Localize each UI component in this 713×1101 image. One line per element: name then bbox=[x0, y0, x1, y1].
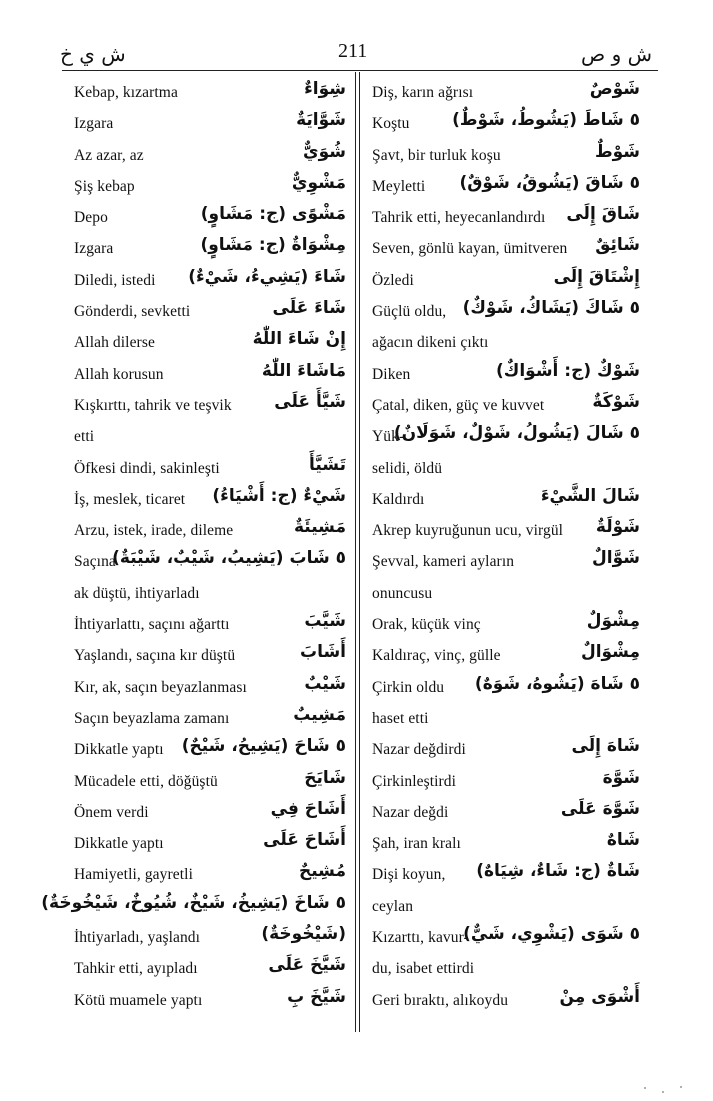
arabic-headword: أَشْوَى مِنْ bbox=[559, 986, 640, 1007]
turkish-definition: Kötü muamele yaptı bbox=[74, 991, 203, 1009]
turkish-definition: Kışkırttı, tahrik ve teşvik bbox=[74, 396, 232, 414]
turkish-definition: Nazar değdirdi bbox=[372, 741, 466, 759]
dictionary-entry bbox=[74, 234, 346, 265]
arabic-headword: شَيْءٌ (ج: أَشْيَاءُ) bbox=[212, 485, 346, 506]
page-number: 211 bbox=[338, 40, 368, 62]
turkish-definition: Depo bbox=[74, 209, 108, 227]
dictionary-entry bbox=[74, 735, 346, 766]
dictionary-entry bbox=[74, 704, 346, 735]
turkish-definition: Kaldırdı bbox=[372, 490, 425, 508]
turkish-definition: Önem verdi bbox=[74, 803, 149, 821]
arabic-headword: مَشِيبٌ bbox=[293, 704, 346, 725]
arabic-headword: شَوْصٌ bbox=[589, 79, 640, 99]
dictionary-entry bbox=[74, 203, 346, 234]
dictionary-entry bbox=[74, 360, 346, 391]
arabic-headword: ٥ شَاخَ (يَشِيخُ، شَيْخٌ، شُيُوخٌ، شَيْخُوخَةٌ) bbox=[41, 892, 346, 913]
arabic-headword: مُشِيحٌ bbox=[298, 861, 346, 882]
dictionary-entry bbox=[372, 641, 640, 672]
dictionary-entry bbox=[372, 485, 640, 516]
arabic-headword: ٥ شَابَ (يَشِيبُ، شَيْبٌ، شَيْبَةٌ) bbox=[112, 548, 346, 569]
dictionary-entry bbox=[372, 767, 640, 798]
turkish-definition: İhtiyarlattı, saçını ağarttı bbox=[74, 616, 230, 634]
arabic-headword: ٥ شَاقَ (يَشُوقُ، شَوْقٌ) bbox=[459, 172, 640, 193]
dictionary-entry bbox=[74, 954, 346, 985]
arabic-headword: ٥ شَاهَ (يَشُوهُ، شَوَهٌ) bbox=[474, 673, 640, 694]
arabic-headword: أَشَابَ bbox=[299, 642, 346, 663]
left-column bbox=[41, 78, 346, 1017]
turkish-definition: Meyletti bbox=[372, 177, 426, 195]
dictionary-entry bbox=[372, 923, 640, 954]
turkish-definition: Kebap, kızartma bbox=[74, 84, 178, 101]
dictionary-entry bbox=[74, 454, 346, 485]
turkish-definition: ak düştü, ihtiyarladı bbox=[74, 584, 200, 602]
turkish-definition: Şiş kebap bbox=[74, 177, 135, 195]
arabic-headword: شَوْطٌ bbox=[594, 141, 640, 162]
dictionary-entry bbox=[74, 986, 346, 1017]
turkish-definition: İş, meslek, ticaret bbox=[74, 490, 186, 508]
dictionary-entry bbox=[74, 422, 346, 453]
dictionary-entry bbox=[372, 422, 640, 453]
turkish-definition: Saçın beyazlama zamanı bbox=[74, 709, 230, 727]
turkish-definition: Çatal, diken, güç ve kuvvet bbox=[372, 396, 545, 414]
dictionary-entry bbox=[372, 328, 640, 359]
column-divider-inner bbox=[359, 72, 360, 1032]
turkish-definition: Kızarttı, kavur- bbox=[372, 929, 469, 947]
arabic-headword: إِشْتَاقَ إِلَى bbox=[553, 266, 640, 287]
dictionary-entry bbox=[372, 360, 640, 391]
arabic-headword: شَيَّبَ bbox=[304, 611, 346, 632]
turkish-definition: Izgara bbox=[74, 240, 114, 258]
arabic-headword: شَاهَ إِلَى bbox=[571, 736, 640, 757]
turkish-definition: Allah korusun bbox=[74, 365, 164, 383]
turkish-definition: Güçlü oldu, bbox=[372, 303, 447, 321]
turkish-definition: Allah dilerse bbox=[74, 334, 155, 352]
arabic-headword: شَاهٌ bbox=[606, 830, 640, 851]
turkish-definition: Dikkatle yaptı bbox=[74, 835, 164, 853]
dictionary-entry bbox=[74, 485, 346, 516]
arabic-headword: شَيْبٌ bbox=[304, 673, 346, 694]
arabic-headword: شَوَّايَةٌ bbox=[296, 110, 346, 131]
arabic-headword: شَوَّهَ bbox=[602, 767, 640, 788]
arabic-headword: شَايَحَ bbox=[304, 767, 346, 788]
arabic-headword: شَاءَ عَلَى bbox=[272, 298, 346, 319]
arabic-headword: ٥ شَالَ (يَشُولُ، شَوْلٌ، شَوَلَانٌ) bbox=[393, 423, 640, 444]
dictionary-entry bbox=[372, 297, 640, 328]
arabic-headword: مَشِيئَةٌ bbox=[293, 517, 346, 538]
arabic-headword: مَشْوِيٌّ bbox=[291, 172, 346, 193]
dictionary-entry bbox=[372, 234, 640, 265]
dictionary-entry bbox=[74, 547, 346, 578]
arabic-headword: شَوَّهَ عَلَى bbox=[560, 798, 640, 819]
turkish-definition: Akrep kuyruğunun ucu, virgül bbox=[372, 522, 564, 540]
turkish-definition: Orak, küçük vinç bbox=[372, 616, 481, 634]
turkish-definition: Diken bbox=[372, 365, 411, 383]
dictionary-entry bbox=[74, 798, 346, 829]
turkish-definition: Şah, iran kralı bbox=[372, 835, 461, 853]
dictionary-entry bbox=[74, 923, 346, 954]
arabic-headword: شَاةٌ (ج: شَاءٌ، شِيَاهٌ) bbox=[476, 861, 640, 882]
turkish-definition: Yaşlandı, saçına kır düştü bbox=[74, 647, 236, 665]
dictionary-entry bbox=[74, 266, 346, 297]
turkish-definition: Seven, gönlü kayan, ümitveren bbox=[372, 240, 568, 258]
arabic-headword: شَيَّخَ بِ bbox=[287, 986, 346, 1007]
dictionary-entry bbox=[372, 454, 640, 485]
arabic-headword: شَاقَ إِلَى bbox=[566, 204, 640, 225]
dictionary-entry bbox=[74, 641, 346, 672]
turkish-definition: ceylan bbox=[372, 897, 414, 915]
turkish-definition: Saçına bbox=[74, 553, 116, 571]
arabic-headword: إِنْ شَاءَ اللّٰهُ bbox=[252, 329, 346, 350]
turkish-definition: etti bbox=[74, 428, 95, 446]
dictionary-entry bbox=[372, 547, 640, 578]
dictionary-entry bbox=[74, 328, 346, 359]
dictionary-entry bbox=[74, 109, 346, 140]
turkish-definition: Şavt, bir turluk koşu bbox=[372, 146, 501, 164]
header-rule bbox=[62, 70, 658, 71]
scan-speckles bbox=[640, 1085, 700, 1095]
dictionary-entry bbox=[372, 516, 640, 547]
dictionary-entry bbox=[372, 704, 640, 735]
arabic-headword: مَشْوًى (ج: مَشَاوٍ) bbox=[200, 204, 346, 225]
arabic-headword: ٥ شَوَى (يَشْوِي، شَيٌّ) bbox=[463, 924, 640, 945]
dictionary-entry bbox=[372, 579, 640, 610]
dictionary-entry bbox=[372, 266, 640, 297]
turkish-definition: du, isabet ettirdi bbox=[372, 960, 475, 978]
turkish-definition: Izgara bbox=[74, 115, 114, 133]
dictionary-entry bbox=[74, 673, 346, 704]
arabic-headword: مَاشَاءَ اللّٰهُ bbox=[261, 360, 346, 381]
turkish-definition: Çirkin oldu bbox=[372, 678, 445, 696]
turkish-definition: ağacın dikeni çıktı bbox=[372, 334, 489, 352]
turkish-definition: Kır, ak, saçın beyazlanması bbox=[74, 678, 247, 696]
arabic-headword: تَشَيَّأَ bbox=[308, 454, 346, 475]
dictionary-entry bbox=[372, 829, 640, 860]
header-letters-right: ش و ص bbox=[581, 42, 652, 66]
turkish-definition: selidi, öldü bbox=[372, 459, 443, 477]
arabic-headword: شَيَّأَ عَلَى bbox=[274, 391, 346, 412]
dictionary-entry bbox=[74, 610, 346, 641]
arabic-headword: شَوَّالٌ bbox=[592, 548, 640, 569]
turkish-definition: Kaldıraç, vinç, gülle bbox=[372, 647, 501, 665]
turkish-definition: Nazar değdi bbox=[372, 803, 449, 821]
dictionary-entry bbox=[372, 892, 640, 923]
turkish-definition: haset etti bbox=[372, 709, 429, 727]
page-header bbox=[60, 38, 652, 68]
turkish-definition: Tahkir etti, ayıpladı bbox=[74, 960, 198, 978]
turkish-definition: Arzu, istek, irade, dileme bbox=[74, 522, 234, 540]
dictionary-entry bbox=[372, 798, 640, 829]
dictionary-entry bbox=[74, 516, 346, 547]
arabic-headword: شَائِقٌ bbox=[595, 235, 640, 256]
turkish-definition: Çirkinleştirdi bbox=[372, 772, 457, 790]
dictionary-entry bbox=[372, 172, 640, 203]
turkish-definition: Gönderdi, sevketti bbox=[74, 303, 191, 321]
arabic-headword: شَوْكٌ (ج: أَشْوَاكٌ) bbox=[496, 360, 640, 381]
dictionary-entry bbox=[372, 860, 640, 891]
dictionary-entry bbox=[372, 610, 640, 641]
dictionary-entry bbox=[372, 391, 640, 422]
arabic-headword: شُوَيٌّ bbox=[303, 141, 346, 162]
arabic-headword: مِشْوَالٌ bbox=[580, 642, 640, 663]
dictionary-entry bbox=[372, 141, 640, 172]
turkish-definition: onuncusu bbox=[372, 584, 433, 602]
dictionary-entry bbox=[372, 673, 640, 704]
dictionary-entry bbox=[74, 579, 346, 610]
dictionary-entry bbox=[372, 986, 640, 1017]
arabic-headword: شَوْلَةٌ bbox=[595, 517, 640, 538]
right-column bbox=[372, 78, 640, 1017]
turkish-definition: Yük- bbox=[372, 428, 405, 446]
turkish-definition: Dişi koyun, bbox=[372, 866, 446, 884]
turkish-definition: Diledi, istedi bbox=[74, 271, 156, 289]
turkish-definition: Tahrik etti, heyecanlandırdı bbox=[372, 209, 546, 227]
turkish-definition: Mücadele etti, döğüştü bbox=[74, 772, 218, 790]
arabic-headword: ٥ شَاحَ (يَشِيحُ، شَيْحٌ) bbox=[181, 736, 346, 757]
turkish-definition: Hamiyetli, gayretli bbox=[74, 866, 193, 884]
dictionary-entry bbox=[372, 954, 640, 985]
dictionary-entry bbox=[74, 297, 346, 328]
dictionary-entry bbox=[74, 78, 346, 109]
arabic-headword: ٥ شَاكَ (يَشَاكُ، شَوْكٌ) bbox=[462, 298, 640, 319]
dictionary-entry bbox=[74, 860, 346, 891]
turkish-definition: Az azar, az bbox=[74, 146, 144, 164]
arabic-headword: مِشْوَاةٌ (ج: مَشَاوٍ) bbox=[200, 235, 346, 256]
dictionary-entry bbox=[372, 78, 640, 109]
dictionary-entry bbox=[74, 829, 346, 860]
arabic-headword: (شَيْخُوخَةٌ) bbox=[261, 924, 346, 945]
turkish-definition: Öfkesi dindi, sakinleşti bbox=[74, 459, 220, 477]
dictionary-entry bbox=[372, 109, 640, 140]
dictionary-entry bbox=[74, 141, 346, 172]
column-divider bbox=[355, 72, 356, 1032]
header-letters-left: ش ي خ bbox=[60, 42, 126, 66]
arabic-headword: أَشَاحَ عَلَى bbox=[263, 830, 346, 851]
dictionary-entry bbox=[74, 172, 346, 203]
dictionary-entry bbox=[41, 892, 346, 923]
turkish-definition: Dikkatle yaptı bbox=[74, 741, 164, 759]
turkish-definition: Şevval, kameri ayların bbox=[372, 553, 515, 571]
turkish-definition: İhtiyarladı, yaşlandı bbox=[74, 929, 201, 947]
arabic-headword: شَيَّخَ عَلَى bbox=[268, 955, 346, 976]
turkish-definition: Diş, karın ağrısı bbox=[372, 84, 474, 101]
arabic-headword: أَشَاحَ فِي bbox=[270, 798, 346, 819]
arabic-headword: شَوْكَةٌ bbox=[592, 391, 640, 412]
arabic-headword: شَالَ الشَّيْءَ bbox=[540, 485, 640, 506]
dictionary-entry bbox=[372, 735, 640, 766]
dictionary-entry bbox=[372, 203, 640, 234]
arabic-headword: شَاءَ (يَشِيءُ، شَيْءٌ) bbox=[188, 266, 346, 287]
arabic-headword: شِوَاءٌ bbox=[304, 79, 346, 99]
arabic-headword: ٥ شَاطَ (يَشُوطُ، شَوْطٌ) bbox=[452, 110, 640, 131]
dictionary-entry bbox=[74, 767, 346, 798]
arabic-headword: مِشْوَلٌ bbox=[586, 611, 640, 632]
turkish-definition: Özledi bbox=[372, 271, 414, 289]
turkish-definition: Koştu bbox=[372, 115, 410, 133]
dictionary-entry bbox=[74, 391, 346, 422]
turkish-definition: Geri bıraktı, alıkoydu bbox=[372, 991, 509, 1009]
